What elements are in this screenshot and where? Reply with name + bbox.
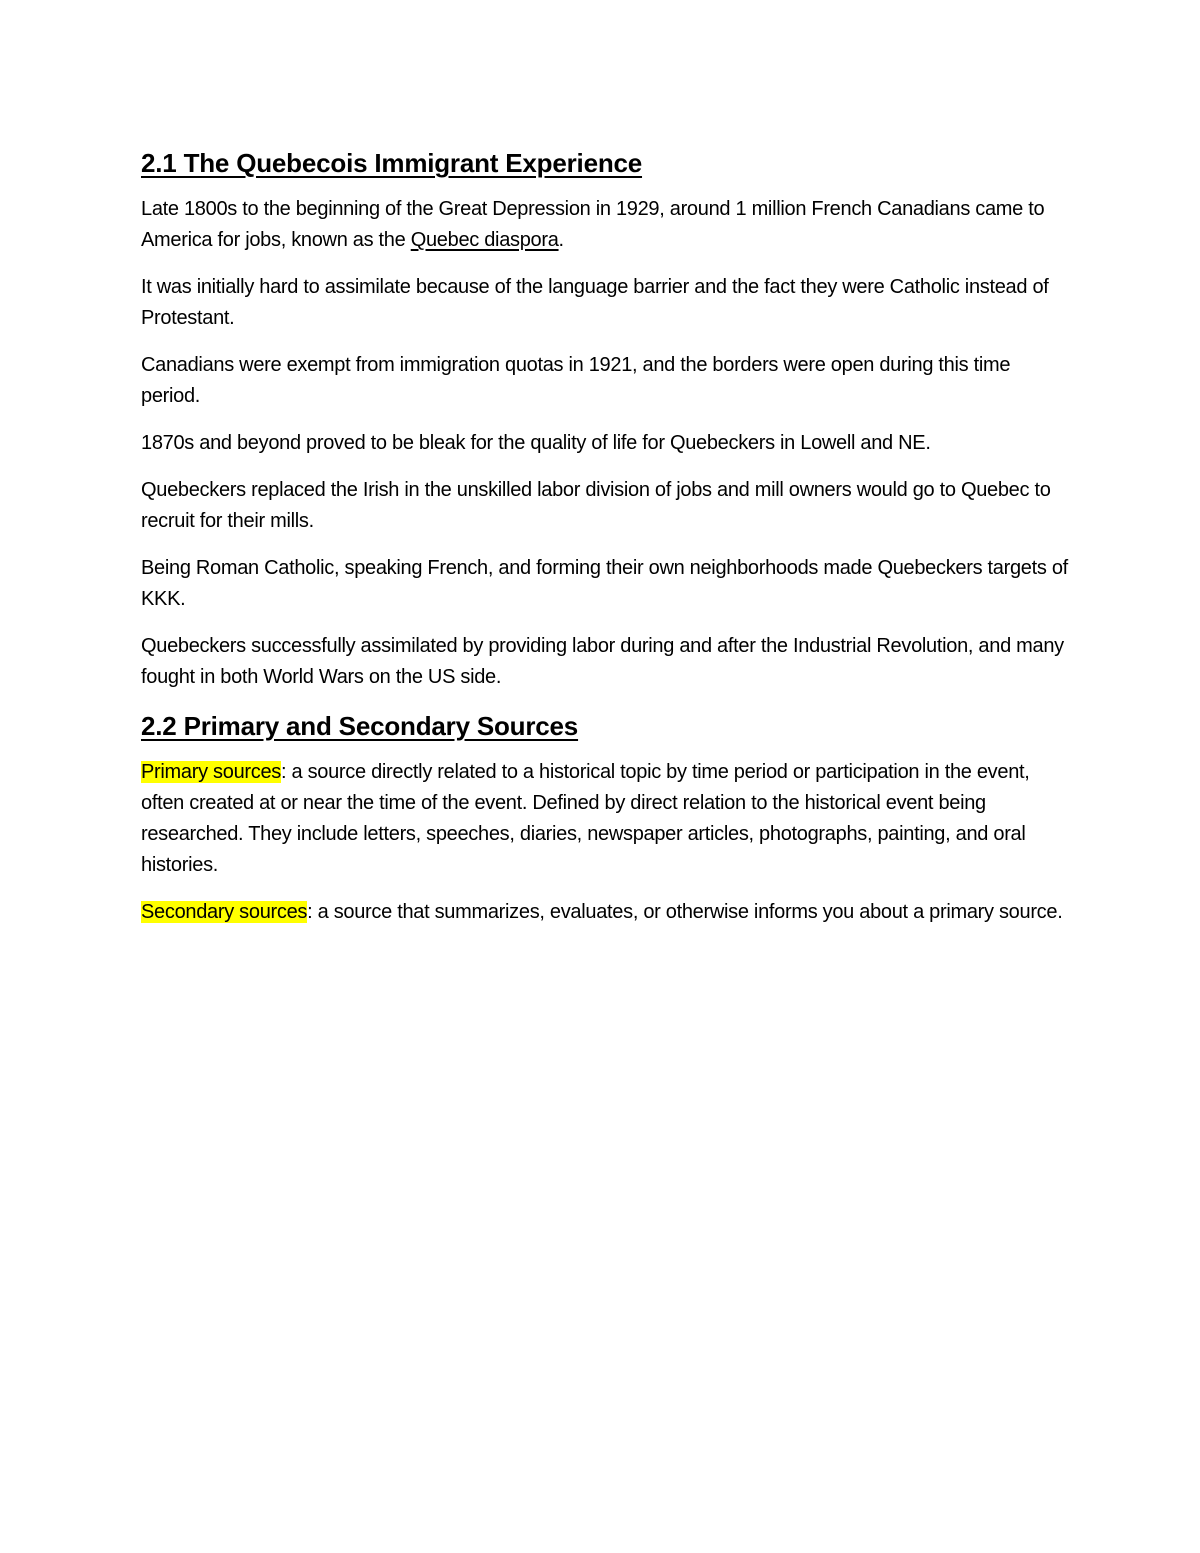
- secondary-sources-term: Secondary sources: [141, 901, 308, 923]
- paragraph-secondary-sources: [141, 897, 1070, 928]
- paragraph-assimilated: Quebeckers successfully assimilated by providing labor during and after the Industrial Revolution, and many fought in both World Wars on the US side.: [141, 635, 1064, 688]
- paragraph-labor: Quebeckers replaced the Irish in the unskilled labor division of jobs and mill owners would go to Quebec to recruit for their mills.: [141, 479, 1051, 532]
- section-heading-quebecois: 2.1 The Quebecois Immigrant Experience: [141, 148, 643, 178]
- paragraph-quotas: Canadians were exempt from immigration quotas in 1921, and the borders were open during this time period.: [141, 354, 1011, 407]
- primary-sources-definition: : a source directly related to a historical topic by time period or participation in the event, often created at or near the time of the event. Defined by direct relation to the historical event being researched. They include letters, speeches, diaries, newspaper articles, photographs, painting, and oral histories.: [141, 761, 1030, 876]
- paragraph-text-end: .: [558, 229, 564, 251]
- paragraph-quebec-diaspora: [141, 194, 1070, 256]
- paragraph-quality-of-life: 1870s and beyond proved to be bleak for the quality of life for Quebeckers in Lowell and NE.: [141, 432, 931, 454]
- paragraph-primary-sources: [141, 757, 1070, 881]
- secondary-sources-definition: : a source that summarizes, evaluates, or otherwise informs you about a primary source.: [307, 901, 1063, 923]
- paragraph-text: Late 1800s to the beginning of the Great Depression in 1929, around 1 million French Canadians came to America for jobs, known as the: [141, 198, 1045, 251]
- paragraph-kkk: Being Roman Catholic, speaking French, and forming their own neighborhoods made Quebeckers targets of KKK.: [141, 557, 1068, 610]
- section-heading-sources: 2.2 Primary and Secondary Sources: [141, 711, 579, 741]
- quebec-diaspora-term: Quebec diaspora: [410, 229, 559, 251]
- paragraph-assimilation: It was initially hard to assimilate because of the language barrier and the fact they were Catholic instead of Protestant.: [141, 276, 1049, 329]
- primary-sources-term: Primary sources: [141, 761, 281, 783]
